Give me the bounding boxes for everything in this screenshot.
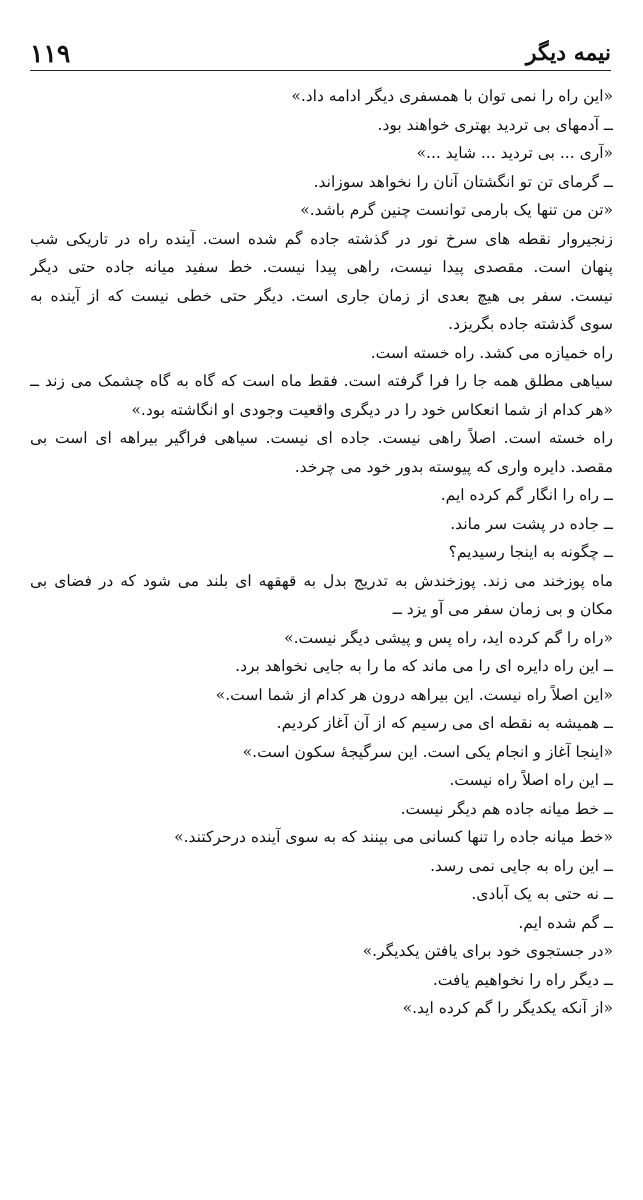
text-line: ماه پوزخند می زند. پوزخندش به تدریج بدل به قهقهه ای بلند می شود که در فضای بی (30, 571, 613, 590)
text-line: راه خمیازه می کشد. راه خسته است. (370, 343, 613, 362)
text-line: مکان و بی زمان سفر می آو یزد ــ (392, 600, 613, 618)
text-line: «هر کدام از شما انعکاس خود را در دیگری واقعیت وجودی او انگاشته بود.» (131, 400, 613, 419)
page-number: ۱۱۹ (30, 38, 71, 68)
text-line: «راه را گم کرده اید، راه پس و پیشی دیگر نیست.» (284, 628, 613, 647)
text-line: «خط میانه جاده را تنها کسانی می بینند که به سوی آینده درحرکتند.» (174, 828, 613, 846)
text-line: پنهان است. مقصدی پیدا نیست، راهی پیدا نیست. خط سفید میانه جاده حتی دیگر (30, 258, 613, 276)
text-line: ــ گرمای تن تو انگشتان آنان را نخواهد سوزاند. (313, 172, 613, 191)
text-line: ــ همیشه به نقطه ای می رسیم که از آن آغاز کردیم. (276, 714, 613, 732)
text-line: «از آنکه یکدیگر را گم کرده اید.» (402, 999, 613, 1017)
body-text (30, 82, 613, 1023)
text-line: ــ این راه اصلاً راه نیست. (449, 771, 613, 789)
text-line: ــ نه حتی به یک آبادی. (471, 885, 613, 903)
text-line: ــ دیگر راه را نخواهیم یافت. (432, 970, 613, 989)
text-line: ــ گم شده ایم. (518, 913, 613, 932)
text-line: ــ این راه به جایی نمی رسد. (430, 856, 613, 875)
running-title: نیمه دیگر (525, 40, 611, 66)
text-line: سوی گذشته جاده بگریزد. (448, 315, 613, 333)
text-line: «این اصلاً راه نیست. این بیراهه درون هر کدام از شما است.» (215, 685, 613, 704)
text-line: ــ این راه دایره ای را می ماند که ما را به جایی نخواهد برد. (235, 657, 613, 675)
text-line: ــ چگونه به اینجا رسیدیم؟ (448, 543, 613, 561)
text-line: «اینجا آغاز و انجام یکی است. این سرگیجهٔ سکون است.» (242, 742, 613, 761)
text-line: ــ آدمهای بی تردید بهتری خواهند بود. (377, 115, 613, 134)
text-line: ــ راه را انگار گم کرده ایم. (440, 486, 613, 504)
page-header (30, 36, 611, 71)
text-line: «آری ... بی تردید ... شاید ...» (416, 144, 613, 162)
text-line: مقصد. دایره واری که پیوسته بدور خود می چرخد. (294, 457, 613, 476)
text-line: نیست. سفر بی هیچ بعدی از زمان جاری است. دیگر حتی خطی نیست که از آینده به (30, 286, 613, 305)
text-line: ــ جاده در پشت سر ماند. (450, 514, 613, 533)
text-line: راه خسته است. اصلاً راهی نیست. جاده ای نیست. سیاهی فراگیر بیراهه ای است بی (30, 429, 613, 447)
text-line: ــ خط میانه جاده هم دیگر نیست. (400, 799, 613, 818)
text-line: سیاهی مطلق همه جا را فرا گرفته است. فقط ماه است که گاه به گاه چشمک می زند ــ (30, 372, 613, 390)
text-line: «تن من تنها یک بارمی توانست چنین گرم باشد.» (300, 201, 613, 219)
text-line: «در جستجوی خود برای یافتن یکدیگر.» (362, 942, 613, 960)
text-line: «این راه را نمی توان با همسفری دیگر ادامه داد.» (291, 87, 613, 105)
text-line: زنجیروار نقطه های سرخ نور در گذشته جاده گم شده است. آینده راه در تاریکی شب (30, 229, 613, 248)
